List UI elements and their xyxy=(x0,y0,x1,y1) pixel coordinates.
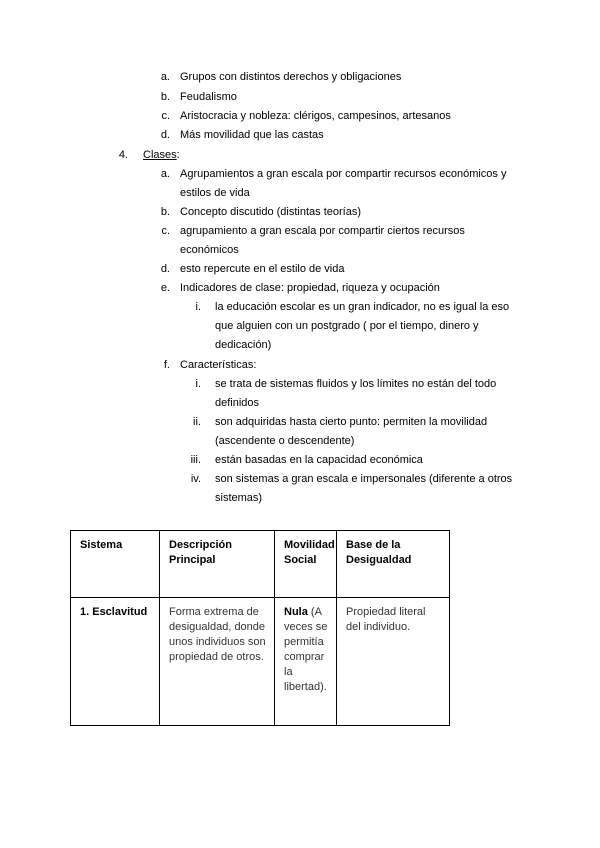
list-marker: a. xyxy=(160,71,170,83)
comparison-table xyxy=(70,530,450,726)
list-text: estilos de vida xyxy=(180,187,250,199)
list-text: sistemas) xyxy=(215,492,263,504)
movilidad-note: (A veces se permitía comprar la libertad). xyxy=(284,606,328,693)
list-marker: c. xyxy=(161,225,170,237)
list-text: (ascendente o descendente) xyxy=(215,435,355,447)
list-marker: iii. xyxy=(190,454,201,466)
header-movilidad: Movilidad Social xyxy=(275,531,337,598)
list-text: que alguien con un postgrado ( por el tiempo, dinero y xyxy=(215,320,479,332)
list-text: Feudalismo xyxy=(180,91,237,103)
list-text: se trata de sistemas fluidos y los límites no están del todo xyxy=(215,378,497,390)
list-text: Más movilidad que las castas xyxy=(180,129,324,141)
section-number: 4. xyxy=(118,149,128,161)
list-marker: a. xyxy=(160,168,170,180)
list-marker: d. xyxy=(160,129,170,141)
list-text: Agrupamientos a gran escala por compartir recursos económicos y xyxy=(180,168,507,180)
list-text: la educación escolar es un gran indicador, no es igual la eso xyxy=(215,301,510,313)
section-title xyxy=(143,146,180,165)
header-sistema: Sistema xyxy=(71,531,160,598)
list-text: están basadas en la capacidad económica xyxy=(215,454,423,466)
list-marker: ii. xyxy=(193,416,201,428)
cell-movilidad xyxy=(275,598,337,726)
list-text: Grupos con distintos derechos y obligaciones xyxy=(180,71,402,83)
list-text: Aristocracia y nobleza: clérigos, campesinos, artesanos xyxy=(180,110,451,122)
section-title-text: Clases xyxy=(143,149,177,161)
cell-sistema: 1. Esclavitud xyxy=(71,598,160,726)
list-text: agrupamiento a gran escala por compartir ciertos recursos xyxy=(180,225,465,237)
table-row xyxy=(71,598,450,726)
table-header-row xyxy=(71,531,450,598)
list-marker: i. xyxy=(195,378,201,390)
header-descripcion: Descripción Principal xyxy=(160,531,275,598)
list-marker: d. xyxy=(160,263,170,275)
list-marker: f. xyxy=(163,359,170,371)
list-marker: i. xyxy=(195,301,201,313)
list-text: Concepto discutido (distintas teorías) xyxy=(180,206,361,218)
section-title-colon: : xyxy=(176,149,180,161)
cell-base: Propiedad literal del individuo. xyxy=(337,598,450,726)
list-marker: e. xyxy=(160,282,170,294)
list-text: Características: xyxy=(180,359,257,371)
list-text: esto repercute en el estilo de vida xyxy=(180,263,345,275)
list-text: económicos xyxy=(180,244,239,256)
cell-descripcion: Forma extrema de desigualdad, donde unos individuos son propiedad de otros. xyxy=(160,598,275,726)
list-marker: b. xyxy=(160,91,170,103)
list-marker: c. xyxy=(161,110,170,122)
list-text: dedicación) xyxy=(215,339,272,351)
movilidad-value: Nula xyxy=(284,606,308,618)
list-text: definidos xyxy=(215,397,260,409)
list-text: Indicadores de clase: propiedad, riqueza y ocupación xyxy=(180,282,440,294)
header-base: Base de la Desigualdad xyxy=(337,531,450,598)
list-text: son adquiridas hasta cierto punto: permiten la movilidad xyxy=(215,416,488,428)
list-text: son sistemas a gran escala e impersonales (diferente a otros xyxy=(215,473,513,485)
list-marker: iv. xyxy=(190,473,201,485)
list-marker: b. xyxy=(160,206,170,218)
